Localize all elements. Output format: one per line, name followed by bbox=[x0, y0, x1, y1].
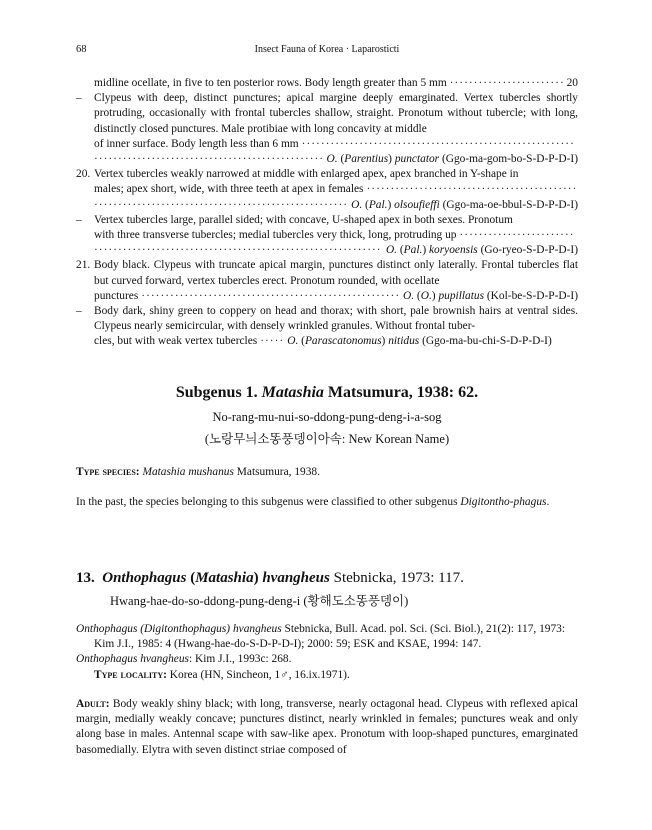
subgenus-korean-name: (노랑무늬소똥풍뎅이아속: New Korean Name) bbox=[204, 432, 450, 446]
type-locality: Type locality: Korea (HN, Sincheon, 1♂, 16.ix.1971). bbox=[94, 668, 350, 681]
subgenus-pronunciation: No-rang-mu-nui-so-ddong-pung-deng-i-a-sog bbox=[212, 410, 442, 424]
key-entry-20a: 20. Vertex tubercles weakly narrowed at middle with enlarged apex, apex branched in Y-shape in males; apex short, wide, with three teeth at apex in females ····· ····· O. (Pal.) olsoufieffi (Ggo-ma-oe-bbul-S-D-P-D-I) bbox=[76, 167, 578, 213]
key-entry-20b: – Vertex tubercles large, parallel sided; with concave, U-shaped apex in both sexes. Pronotum with three transverse tubercles; medial tubercles very thick, long, protruding up ····· ····· O. (Pal.) koryoensis (Go-ryeo-S-D-P-D-I) bbox=[76, 213, 578, 259]
subgenus-title: Subgenus 1. Matashia Matsumura, 1938: 62. bbox=[175, 384, 479, 401]
key-entry-21b: – Body dark, shiny green to coppery on head and thorax; with short, pale brownish hairs at ventral sides. Clypeus nearly semicircular, with densely wrinkled granules. Without frontal tuber- cles, but with weak vertex tubercles ····· O. (Parascatonomus) nitidus (Ggo-ma-bu-chi-S-D-P-D-I) bbox=[76, 304, 578, 350]
page-number: 68 bbox=[76, 44, 87, 55]
synonym-2: Onthophagus hvangheus: Kim J.I., 1993c: 268. bbox=[76, 653, 292, 666]
key-continuation: midline ocellate, in five to ten posterior rows. Body length greater than 5 mm ····· 20 bbox=[76, 76, 578, 91]
key-entry-21a: 21. Body black. Clypeus with truncate apical margin, punctures distinct only laterally. Frontal tubercles flat but curved forward, vertex tubercles erect. Pronotum rounded, with ocellate punctures ····· O. (O.) pupillatus (Kol-be-S-D-P-D-I) bbox=[76, 258, 578, 304]
type-species: Type species: Matashia mushanus Matsumura, 1938. bbox=[76, 466, 320, 478]
identification-key bbox=[76, 76, 578, 350]
running-title: Insect Fauna of Korea · Laparosticti bbox=[254, 44, 400, 55]
species-title: 13. Onthophagus (Matashia) hvangheus Stebnicka, 1973: 117. bbox=[76, 570, 464, 586]
synonymy: Onthophagus (Digitonthophagus) hvangheus Stebnicka, Bull. Acad. pol. Sci. (Sci. Biol.), 21(2): 117, 1973: Kim J.I., 1985: 4 (Hwang-hae-do-S-D-P-D-I); 2000: 59; ESK and KSAE, 1994: 147. Onthophagus hvangheus: Kim J.I., 1993c: 268. Type locality: Korea (HN, Sincheon, 1♂, 16.ix.1971). bbox=[76, 622, 578, 683]
running-header bbox=[76, 44, 578, 58]
species-pronunciation: Hwang-hae-do-so-ddong-pung-deng-i (황해도소똥풍뎅이) bbox=[110, 594, 409, 608]
intro-paragraph: In the past, the species belonging to this subgenus were classified to other subgenus Digitontho-phagus. bbox=[76, 496, 550, 508]
key-entry-19b: – Clypeus with deep, distinct punctures; apical margine deeply emarginated. Vertex tubercles shortly protruding, occasionally with frontal tubercles shallow, straight. Pronotum without tubercle; with long, distinctly closed punctures. Male protibiae with long concavity at middle of inner surface. Body length less than 6 mm ····· ····· O. (Parentius) punctator (Ggo-ma-gom-bo-S-D-P-D-I) bbox=[76, 91, 578, 167]
synonym-1: Onthophagus (Digitonthophagus) hvangheus Stebnicka, Bull. Acad. pol. Sci. (Sci. Biol.), 21(2): 117, 1973: bbox=[76, 623, 566, 635]
adult-description: Adult: Body weakly shiny black; with long, transverse, nearly octagonal head. Clypeus with reflexed apical margin, medially weakly concave; punctures distinct, nearly wrinkled in females; punctures weak and only along base in males. Antennal scape with saw-like apex. Pronotum with loop-shaped punctures, emarginated basomedially. Elytra with seven distinct striae composed of bbox=[76, 698, 578, 756]
